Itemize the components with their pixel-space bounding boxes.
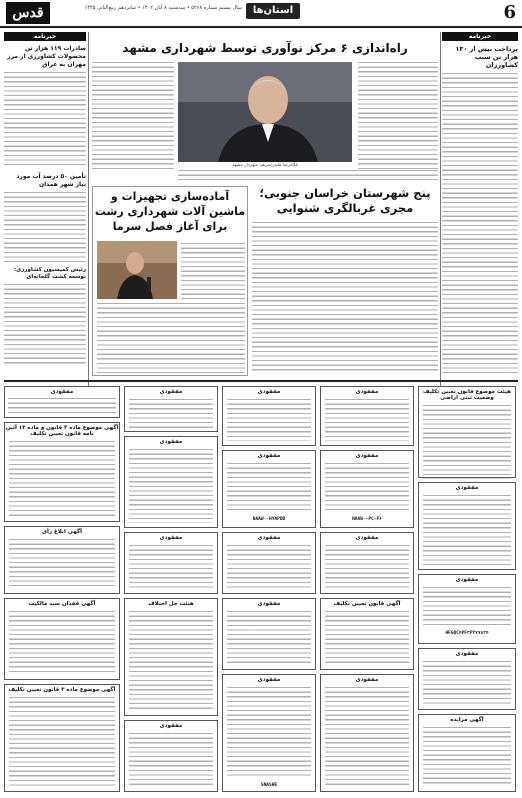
left-column-body-text-3 — [4, 284, 86, 364]
notice-body — [8, 398, 116, 416]
notice-box — [320, 598, 414, 670]
notice-box — [418, 714, 516, 792]
notice-title: مفقودی — [355, 677, 379, 683]
notice-box — [222, 532, 316, 594]
left-column — [4, 32, 86, 372]
notice-title: آگهی فقدان سند مالکیت — [28, 601, 96, 607]
column-divider — [88, 32, 89, 392]
notice-code: NAAW۰-PC-F۶ — [352, 517, 382, 522]
notice-title: مفقودی — [455, 651, 479, 657]
notice-body — [423, 405, 511, 479]
left-column-label: خبرنامه — [4, 32, 86, 41]
notice-box — [222, 598, 316, 670]
notice-body — [129, 611, 213, 711]
page-number: 6 — [503, 2, 516, 23]
right-column — [442, 32, 518, 392]
notice-body — [325, 545, 409, 589]
notice-body — [129, 449, 213, 523]
notice-body — [423, 587, 511, 627]
story-three-headline: آماده‌سازی تجهیزات و ماشین آلات شهرداری رشت برای آغاز فصل سرما — [94, 190, 246, 233]
story-three-photo — [97, 241, 177, 299]
top-story-text-left — [92, 62, 174, 172]
notice-title: مفقودی — [159, 723, 183, 729]
notice-box — [124, 532, 218, 594]
top-story-text-right — [358, 62, 438, 172]
story-two — [252, 186, 438, 376]
notice-body — [227, 399, 311, 441]
notice-body — [325, 687, 409, 787]
notice-title: هیئت موضوع قانون تعیین تکلیف وضعیت ثبتی اراضی — [423, 389, 511, 401]
section-title: استان‌ها — [246, 3, 300, 19]
story-two-headline: پنج شهرستان خراسان جنوبی؛ مجری غربالگری شنوایی — [259, 186, 431, 215]
newspaper-logo: قدس — [6, 2, 50, 24]
left-column-body-text-2 — [4, 192, 86, 262]
notice-body — [9, 697, 115, 787]
notice-code: SNASHE — [260, 783, 278, 788]
notice-title: مفقودی — [455, 485, 479, 491]
story-three — [92, 186, 248, 376]
notice-code: HFGQC۴PF۳PY۷۷۸۳۴ — [445, 631, 489, 636]
right-column-body-text — [442, 73, 518, 373]
notice-body — [423, 495, 511, 565]
notice-body — [227, 545, 311, 589]
notice-title: مفقودی — [355, 389, 379, 395]
notice-box — [320, 386, 414, 446]
page-header — [0, 0, 522, 28]
notice-body — [227, 611, 311, 665]
notice-title: مفقودی — [159, 535, 183, 541]
notice-box — [418, 482, 516, 570]
notice-box — [124, 386, 218, 432]
notice-box — [124, 720, 218, 792]
notice-title: آگهی موضوع ماده ۳ قانون تعیین تکلیف — [8, 687, 116, 693]
notice-title: هیئت حل اختلاف — [148, 601, 194, 607]
notice-box — [418, 648, 516, 710]
notice-title: مفقودی — [257, 601, 281, 607]
notice-title: آگهی مزایده — [450, 717, 484, 723]
notice-box — [124, 436, 218, 528]
notice-box — [320, 674, 414, 792]
notice-box — [418, 386, 516, 478]
notice-box — [418, 574, 516, 644]
notice-body — [227, 463, 311, 513]
notice-box — [320, 450, 414, 528]
notice-body — [9, 611, 115, 675]
notice-code: NAAW۰-HYAPDB — [252, 517, 286, 522]
left-column-body-text — [4, 72, 86, 167]
notice-title: مفقودی — [257, 453, 281, 459]
notice-box — [4, 386, 120, 418]
notice-box — [320, 532, 414, 594]
speaker-image — [97, 241, 177, 299]
notice-box — [4, 684, 120, 792]
notice-title: مفقودی — [159, 389, 183, 395]
notice-title: مفقودی — [455, 577, 479, 583]
notice-box — [4, 526, 120, 594]
notice-title: مفقودی — [50, 389, 74, 395]
notice-title: آگهی موضوع ماده ۳ قانون و ماده ۱۳ آئین نامه قانون تعیین تکلیف — [5, 425, 119, 437]
notice-box — [222, 386, 316, 446]
notice-box — [222, 450, 316, 528]
top-story-photo-caption: غلامرضا قلندرشریف شهردار مشهد — [232, 163, 298, 168]
notice-box — [124, 598, 218, 716]
right-column-headline: پرداخت بیش از ۱۳۰ هزار تن سبب کشاورزان — [455, 45, 518, 69]
notice-body — [325, 611, 409, 665]
notice-body — [227, 687, 311, 779]
left-column-headline: صادرات ۱۱۹ هزار تن محصولات کشاورزی از مرز مهران به عراق — [7, 45, 86, 68]
portrait-image — [178, 62, 352, 162]
notice-box — [222, 674, 316, 792]
top-story-photo — [178, 62, 352, 162]
notice-box — [4, 598, 120, 680]
story-three-body-text — [181, 243, 245, 299]
story-two-body-text — [252, 222, 438, 372]
notice-title: مفقودی — [257, 535, 281, 541]
notice-box — [4, 422, 120, 522]
notice-body — [9, 441, 115, 519]
notice-body — [423, 727, 511, 785]
notice-title: مفقودی — [257, 677, 281, 683]
notice-title: آگهی قانون تعیین تکلیف — [333, 601, 401, 607]
notice-title: مفقودی — [159, 439, 183, 445]
notice-body — [325, 399, 409, 441]
notice-title: مفقودی — [355, 453, 379, 459]
top-story-text-bottom — [178, 170, 438, 180]
right-column-label: خبرنامه — [442, 32, 518, 41]
notice-body — [9, 539, 115, 589]
top-story-headline: راه‌اندازی ۶ مرکز نوآوری توسط شهرداری مشهد — [122, 41, 408, 55]
left-column-subhead: تأمین ۵۰ درصد آب مورد نیاز شهر همدان — [16, 173, 86, 188]
story-three-body-text-2 — [97, 303, 245, 373]
notice-body — [129, 545, 213, 589]
notice-title: مفقودی — [355, 535, 379, 541]
left-column-subhead-2: رئیس کمیسیون کشاورزی: توسعه کشت گلخانه‌ای — [13, 267, 86, 280]
notice-body — [423, 661, 511, 705]
column-divider — [440, 32, 441, 392]
notice-body — [129, 399, 213, 429]
notice-body — [129, 733, 213, 787]
notice-title: آگهی ابلاغ رأی — [41, 529, 83, 535]
dateline: سال بیستم شماره ۵۲۶۸ • سه‌شنبه ۸ آبان ۱۴۰۲ • شانزدهم ربیع‌الثانی ۱۴۴۵ — [84, 5, 242, 11]
notice-body — [325, 463, 409, 513]
notice-title: مفقودی — [257, 389, 281, 395]
